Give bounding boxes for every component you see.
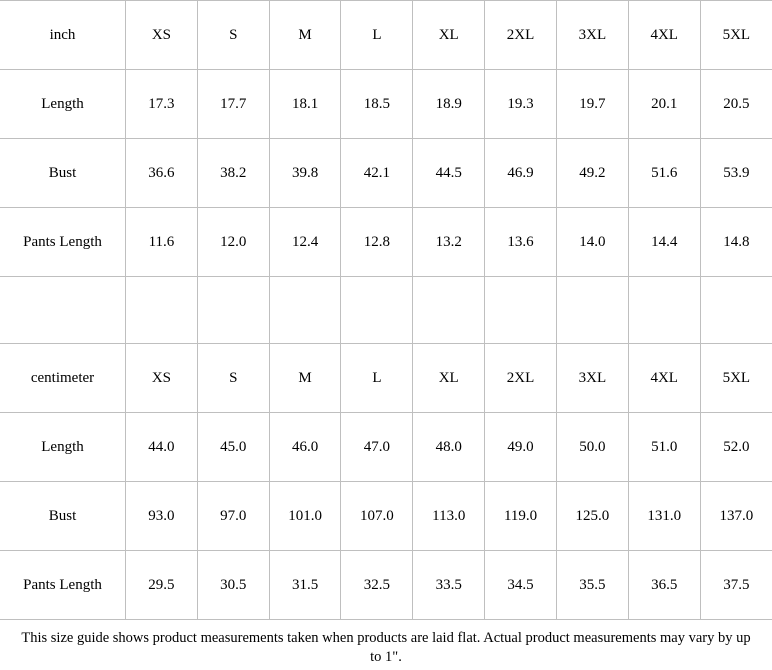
cell-bust-cm-5xl: 137.0 [700,482,772,551]
spacer-cell [197,277,269,344]
row-label-length-cm: Length [0,413,126,482]
cell-pants-cm-xs: 29.5 [126,551,198,620]
size-guide-note: This size guide shows product measurements taken when products are laid flat. Actual product measurements may vary by up to 1". [21,630,751,666]
size-header-2xl: 2XL [485,1,557,70]
cell-pants-cm-xl: 33.5 [413,551,485,620]
cell-pants-cm-s: 30.5 [197,551,269,620]
cell-length-cm-3xl: 50.0 [556,413,628,482]
cell-length-cm-l: 47.0 [341,413,413,482]
cell-bust-cm-3xl: 125.0 [556,482,628,551]
spacer-cell [413,277,485,344]
cell-bust-cm-2xl: 119.0 [485,482,557,551]
size-header-4xl: 4XL [628,1,700,70]
cell-bust-cm-xs: 93.0 [126,482,198,551]
cell-pants-cm-l: 32.5 [341,551,413,620]
cell-pants-inch-m: 12.4 [269,208,341,277]
cell-pants-cm-m: 31.5 [269,551,341,620]
table-row [0,208,772,277]
row-label-length-inch: Length [0,70,126,139]
table-row [0,413,772,482]
size-header-cm-5xl: 5XL [700,344,772,413]
size-header-cm-s: S [197,344,269,413]
size-header-l: L [341,1,413,70]
size-header-5xl: 5XL [700,1,772,70]
unit-label-inch: inch [0,1,126,70]
cell-length-inch-5xl: 20.5 [700,70,772,139]
spacer-cell [0,277,126,344]
cell-pants-inch-xl: 13.2 [413,208,485,277]
cell-length-cm-m: 46.0 [269,413,341,482]
cell-bust-cm-s: 97.0 [197,482,269,551]
size-header-cm-l: L [341,344,413,413]
cell-bust-inch-3xl: 49.2 [556,139,628,208]
row-label-pants-length-inch: Pants Length [0,208,126,277]
spacer-cell [341,277,413,344]
spacer-cell [700,277,772,344]
cell-bust-inch-l: 42.1 [341,139,413,208]
spacer-cell [556,277,628,344]
cell-length-cm-xl: 48.0 [413,413,485,482]
cell-bust-inch-4xl: 51.6 [628,139,700,208]
size-header-cm-3xl: 3XL [556,344,628,413]
cell-bust-cm-4xl: 131.0 [628,482,700,551]
cell-pants-inch-s: 12.0 [197,208,269,277]
cell-pants-inch-2xl: 13.6 [485,208,557,277]
cell-length-inch-xs: 17.3 [126,70,198,139]
cell-pants-inch-4xl: 14.4 [628,208,700,277]
row-label-bust-cm: Bust [0,482,126,551]
cell-pants-cm-2xl: 34.5 [485,551,557,620]
cell-bust-cm-m: 101.0 [269,482,341,551]
cell-length-cm-4xl: 51.0 [628,413,700,482]
table-row [0,139,772,208]
table-row [0,551,772,620]
table-row [0,70,772,139]
size-header-cm-xs: XS [126,344,198,413]
cell-bust-inch-m: 39.8 [269,139,341,208]
spacer-cell [628,277,700,344]
cell-bust-inch-xl: 44.5 [413,139,485,208]
cell-length-inch-3xl: 19.7 [556,70,628,139]
size-header-m: M [269,1,341,70]
cell-length-cm-5xl: 52.0 [700,413,772,482]
size-header-cm-4xl: 4XL [628,344,700,413]
row-label-pants-length-cm: Pants Length [0,551,126,620]
cell-bust-inch-5xl: 53.9 [700,139,772,208]
cell-bust-cm-l: 107.0 [341,482,413,551]
size-chart-body [0,1,772,620]
cell-pants-cm-3xl: 35.5 [556,551,628,620]
cell-pants-inch-xs: 11.6 [126,208,198,277]
spacer-cell [126,277,198,344]
size-header-cm-2xl: 2XL [485,344,557,413]
cell-length-inch-4xl: 20.1 [628,70,700,139]
cell-length-inch-l: 18.5 [341,70,413,139]
header-row-centimeter [0,344,772,413]
cell-length-inch-m: 18.1 [269,70,341,139]
cell-bust-inch-2xl: 46.9 [485,139,557,208]
header-row-inch [0,1,772,70]
cell-length-inch-s: 17.7 [197,70,269,139]
cell-length-inch-2xl: 19.3 [485,70,557,139]
cell-pants-inch-l: 12.8 [341,208,413,277]
cell-pants-inch-3xl: 14.0 [556,208,628,277]
row-label-bust-inch: Bust [0,139,126,208]
spacer-cell [485,277,557,344]
cell-length-cm-2xl: 49.0 [485,413,557,482]
unit-label-centimeter: centimeter [0,344,126,413]
cell-pants-inch-5xl: 14.8 [700,208,772,277]
cell-length-cm-s: 45.0 [197,413,269,482]
size-header-xl: XL [413,1,485,70]
size-header-cm-xl: XL [413,344,485,413]
size-header-cm-m: M [269,344,341,413]
cell-bust-cm-xl: 113.0 [413,482,485,551]
cell-bust-inch-s: 38.2 [197,139,269,208]
cell-pants-cm-5xl: 37.5 [700,551,772,620]
spacer-cell [269,277,341,344]
size-header-s: S [197,1,269,70]
cell-pants-cm-4xl: 36.5 [628,551,700,620]
cell-bust-inch-xs: 36.6 [126,139,198,208]
cell-length-cm-xs: 44.0 [126,413,198,482]
size-header-3xl: 3XL [556,1,628,70]
size-header-xs: XS [126,1,198,70]
section-spacer-row [0,277,772,344]
table-row [0,482,772,551]
cell-length-inch-xl: 18.9 [413,70,485,139]
